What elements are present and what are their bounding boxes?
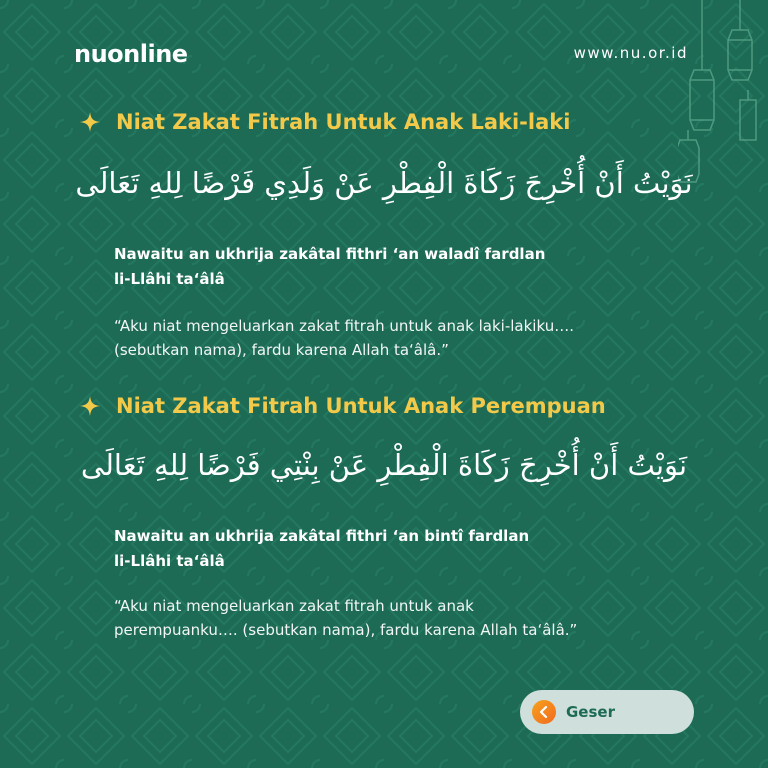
section-title: Niat Zakat Fitrah Untuk Anak Laki-laki [116,110,571,134]
transliteration [114,524,634,574]
transliteration-line: li-Llâhi ta‘âlâ [114,270,225,288]
arabic-niat-text: نَوَيْتُ أَنْ أُخْرِجَ زَكَاةَ الْفِطْرِ عَنْ بِنْتِي فَرْضًا لِلهِ تَعَالَى [80,448,688,482]
transliteration [114,242,634,292]
section-title: Niat Zakat Fitrah Untuk Anak Perempuan [116,394,606,418]
meaning-line: “Aku niat mengeluarkan zakat fitrah untuk anak [114,597,474,615]
sparkle-icon [80,112,100,132]
transliteration-line: li-Llâhi ta‘âlâ [114,552,225,570]
transliteration-line: Nawaitu an ukhrija zakâtal fithri ‘an bintî fardlan [114,527,530,545]
meaning-text [114,314,694,362]
meaning-line: (sebutkan nama), fardu karena Allah ta‘âlâ.” [114,341,449,359]
site-url: www.nu.or.id [573,44,688,62]
nuonline-logo: nuonline [74,40,188,68]
lantern-decoration [678,0,758,190]
section-heading-boy [80,110,570,134]
arabic-niat-text: نَوَيْتُ أَنْ أُخْرِجَ زَكَاةَ الْفِطْرِ عَنْ وَلَدِي فَرْضًا لِلهِ تَعَالَى [75,166,693,200]
section-heading-girl [80,394,606,418]
geser-label: Geser [566,703,615,721]
geser-button[interactable] [520,690,694,734]
meaning-line: “Aku niat mengeluarkan zakat fitrah untuk anak laki-lakiku…. [114,317,574,335]
transliteration-line: Nawaitu an ukhrija zakâtal fithri ‘an waladî fardlan [114,245,546,263]
meaning-text [114,594,694,642]
sparkle-icon [80,396,100,416]
chevron-left-icon [532,700,556,724]
meaning-line: perempuanku…. (sebutkan nama), fardu karena Allah ta‘âlâ.” [114,621,578,639]
